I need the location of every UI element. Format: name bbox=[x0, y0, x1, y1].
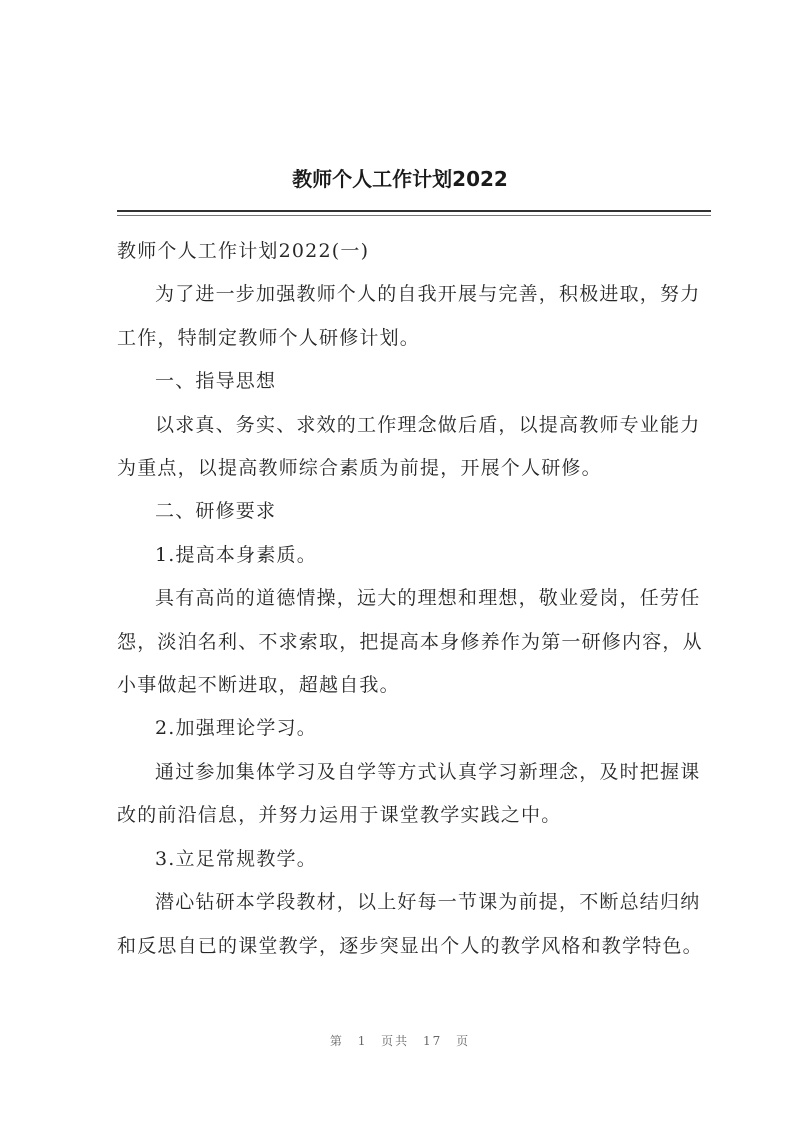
page-number-footer bbox=[0, 1032, 800, 1050]
document-body bbox=[117, 230, 711, 968]
section-heading: 教师个人工作计划2022(一) bbox=[117, 240, 370, 262]
title-divider-thin bbox=[117, 215, 711, 216]
total-unit: 页 bbox=[456, 1034, 471, 1048]
document-title: 教师个人工作计划2022 bbox=[292, 167, 508, 191]
page-unit: 页 bbox=[381, 1034, 396, 1048]
page-label: 第 bbox=[329, 1034, 344, 1048]
list-item-heading: 1.提高本身素质。 bbox=[155, 543, 317, 566]
list-item-heading: 3.立足常规教学。 bbox=[155, 847, 317, 870]
paragraph: 潜心钻研本学段教材，以上好每一节课为前提，不断总结归纳和反思自已的课堂教学，逐步突显出个人的教学风格和教学特色。 bbox=[117, 891, 703, 957]
page-number: 1 bbox=[357, 1034, 368, 1048]
title-divider bbox=[117, 210, 711, 212]
paragraph: 以求真、务实、求效的工作理念做后盾，以提高教师专业能力为重点，以提高教师综合素质为前提，开展个人研修。 bbox=[117, 413, 701, 480]
section-heading: 二、研修要求 bbox=[155, 500, 277, 523]
paragraph: 具有高尚的道德情操，远大的理想和理想，敬业爱岗，任劳任怨，淡泊名利、不求索取，把提高本身修养作为第一研修内容，从小事做起不断进取，超越自我。 bbox=[117, 587, 703, 697]
paragraph: 为了进一步加强教师个人的自我开展与完善，积极进取，努力工作，特制定教师个人研修计划。 bbox=[117, 283, 701, 349]
list-item-heading: 2.加强理论学习。 bbox=[155, 717, 317, 740]
section-heading: 一、指导思想 bbox=[155, 370, 277, 393]
total-pages: 17 bbox=[423, 1034, 443, 1048]
paragraph: 通过参加集体学习及自学等方式认真学习新理念，及时把握课改的前沿信息，并努力运用于课堂教学实践之中。 bbox=[117, 760, 701, 827]
total-label: 共 bbox=[395, 1034, 410, 1048]
